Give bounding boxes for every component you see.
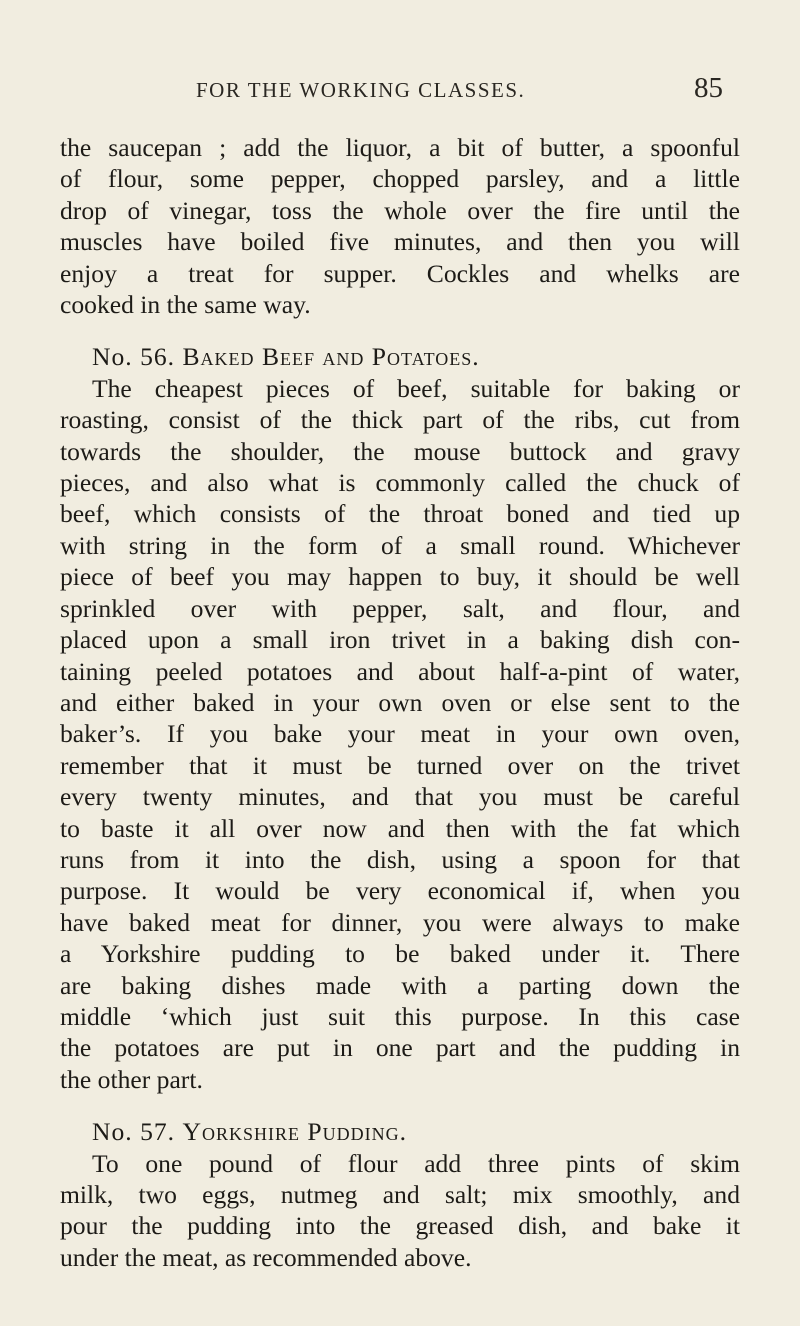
recipe-number: No. 57.: [92, 1117, 176, 1147]
text-line: purpose. It would be very economical if, when you: [60, 876, 740, 906]
text-line: under the meat, as recommended above.: [60, 1242, 472, 1272]
text-line: and either baked in your own oven or else sent to the: [60, 687, 740, 717]
body-text: [60, 132, 740, 1273]
recipe-number: No. 56.: [92, 342, 176, 372]
text-line: beef, which consists of the throat boned and tied up: [60, 499, 740, 529]
recipe-title: Baked Beef and Potatoes.: [182, 342, 480, 372]
text-line: the other part.: [60, 1064, 203, 1094]
text-line: pieces, and also what is commonly called the chuck of: [60, 468, 740, 498]
text-line: drop of vinegar, toss the whole over the fire until the: [60, 195, 740, 225]
text-line: have baked meat for dinner, you were always to make: [60, 907, 740, 937]
text-line: the saucepan ; add the liquor, a bit of butter, a spoonful: [60, 133, 740, 162]
text-line: sprinkled over with pepper, salt, and flour, and: [60, 593, 740, 623]
text-line: middle ‘which just suit this purpose. In this case: [60, 1001, 740, 1031]
recipe-heading-56: [60, 341, 740, 372]
text-line: the potatoes are put in one part and the pudding in: [60, 1033, 740, 1063]
text-line: runs from it into the dish, using a spoon for that: [60, 844, 740, 874]
recipe-body-57: [60, 1148, 740, 1274]
text-line: a Yorkshire pudding to be baked under it. There: [60, 939, 740, 969]
text-line: cooked in the same way.: [60, 290, 311, 320]
text-line: roasting, consist of the thick part of the ribs, cut from: [60, 405, 740, 435]
text-line: every twenty minutes, and that you must be careful: [60, 782, 740, 812]
text-line: milk, two eggs, nutmeg and salt; mix smoothly, and: [60, 1180, 740, 1209]
page-number: 85: [694, 72, 723, 104]
recipe-heading-57: [60, 1116, 740, 1147]
text-line: enjoy a treat for supper. Cockles and whelks are: [60, 258, 740, 288]
text-line: piece of beef you may happen to buy, it should be well: [60, 562, 740, 592]
recipe-body-56: [60, 373, 740, 1095]
text-line: The cheapest pieces of beef, suitable for baking or: [92, 373, 740, 403]
text-line: baker’s. If you bake your meat in your own oven,: [60, 719, 740, 749]
text-line: to baste it all over now and then with the fat which: [60, 813, 740, 843]
running-head: FOR THE WORKING CLASSES.: [196, 78, 526, 102]
text-line: of flour, some pepper, chopped parsley, and a little: [60, 164, 740, 194]
recipe-title: Yorkshire Pudding.: [182, 1117, 407, 1147]
text-line: taining peeled potatoes and about half-a-pint of water,: [60, 656, 740, 686]
text-line: with string in the form of a small round. Whichever: [60, 530, 740, 560]
text-line: pour the pudding into the greased dish, and bake it: [60, 1211, 740, 1241]
text-line: placed upon a small iron trivet in a baking dish con-: [60, 625, 740, 655]
text-line: To one pound of flour add three pints of skim: [92, 1148, 740, 1178]
text-line: are baking dishes made with a parting down the: [60, 970, 740, 1000]
text-line: towards the shoulder, the mouse buttock and gravy: [60, 436, 740, 466]
text-line: muscles have boiled five minutes, and then you will: [60, 227, 740, 257]
paragraph-continued: [60, 132, 740, 320]
text-line: remember that it must be turned over on the trivet: [60, 750, 740, 780]
